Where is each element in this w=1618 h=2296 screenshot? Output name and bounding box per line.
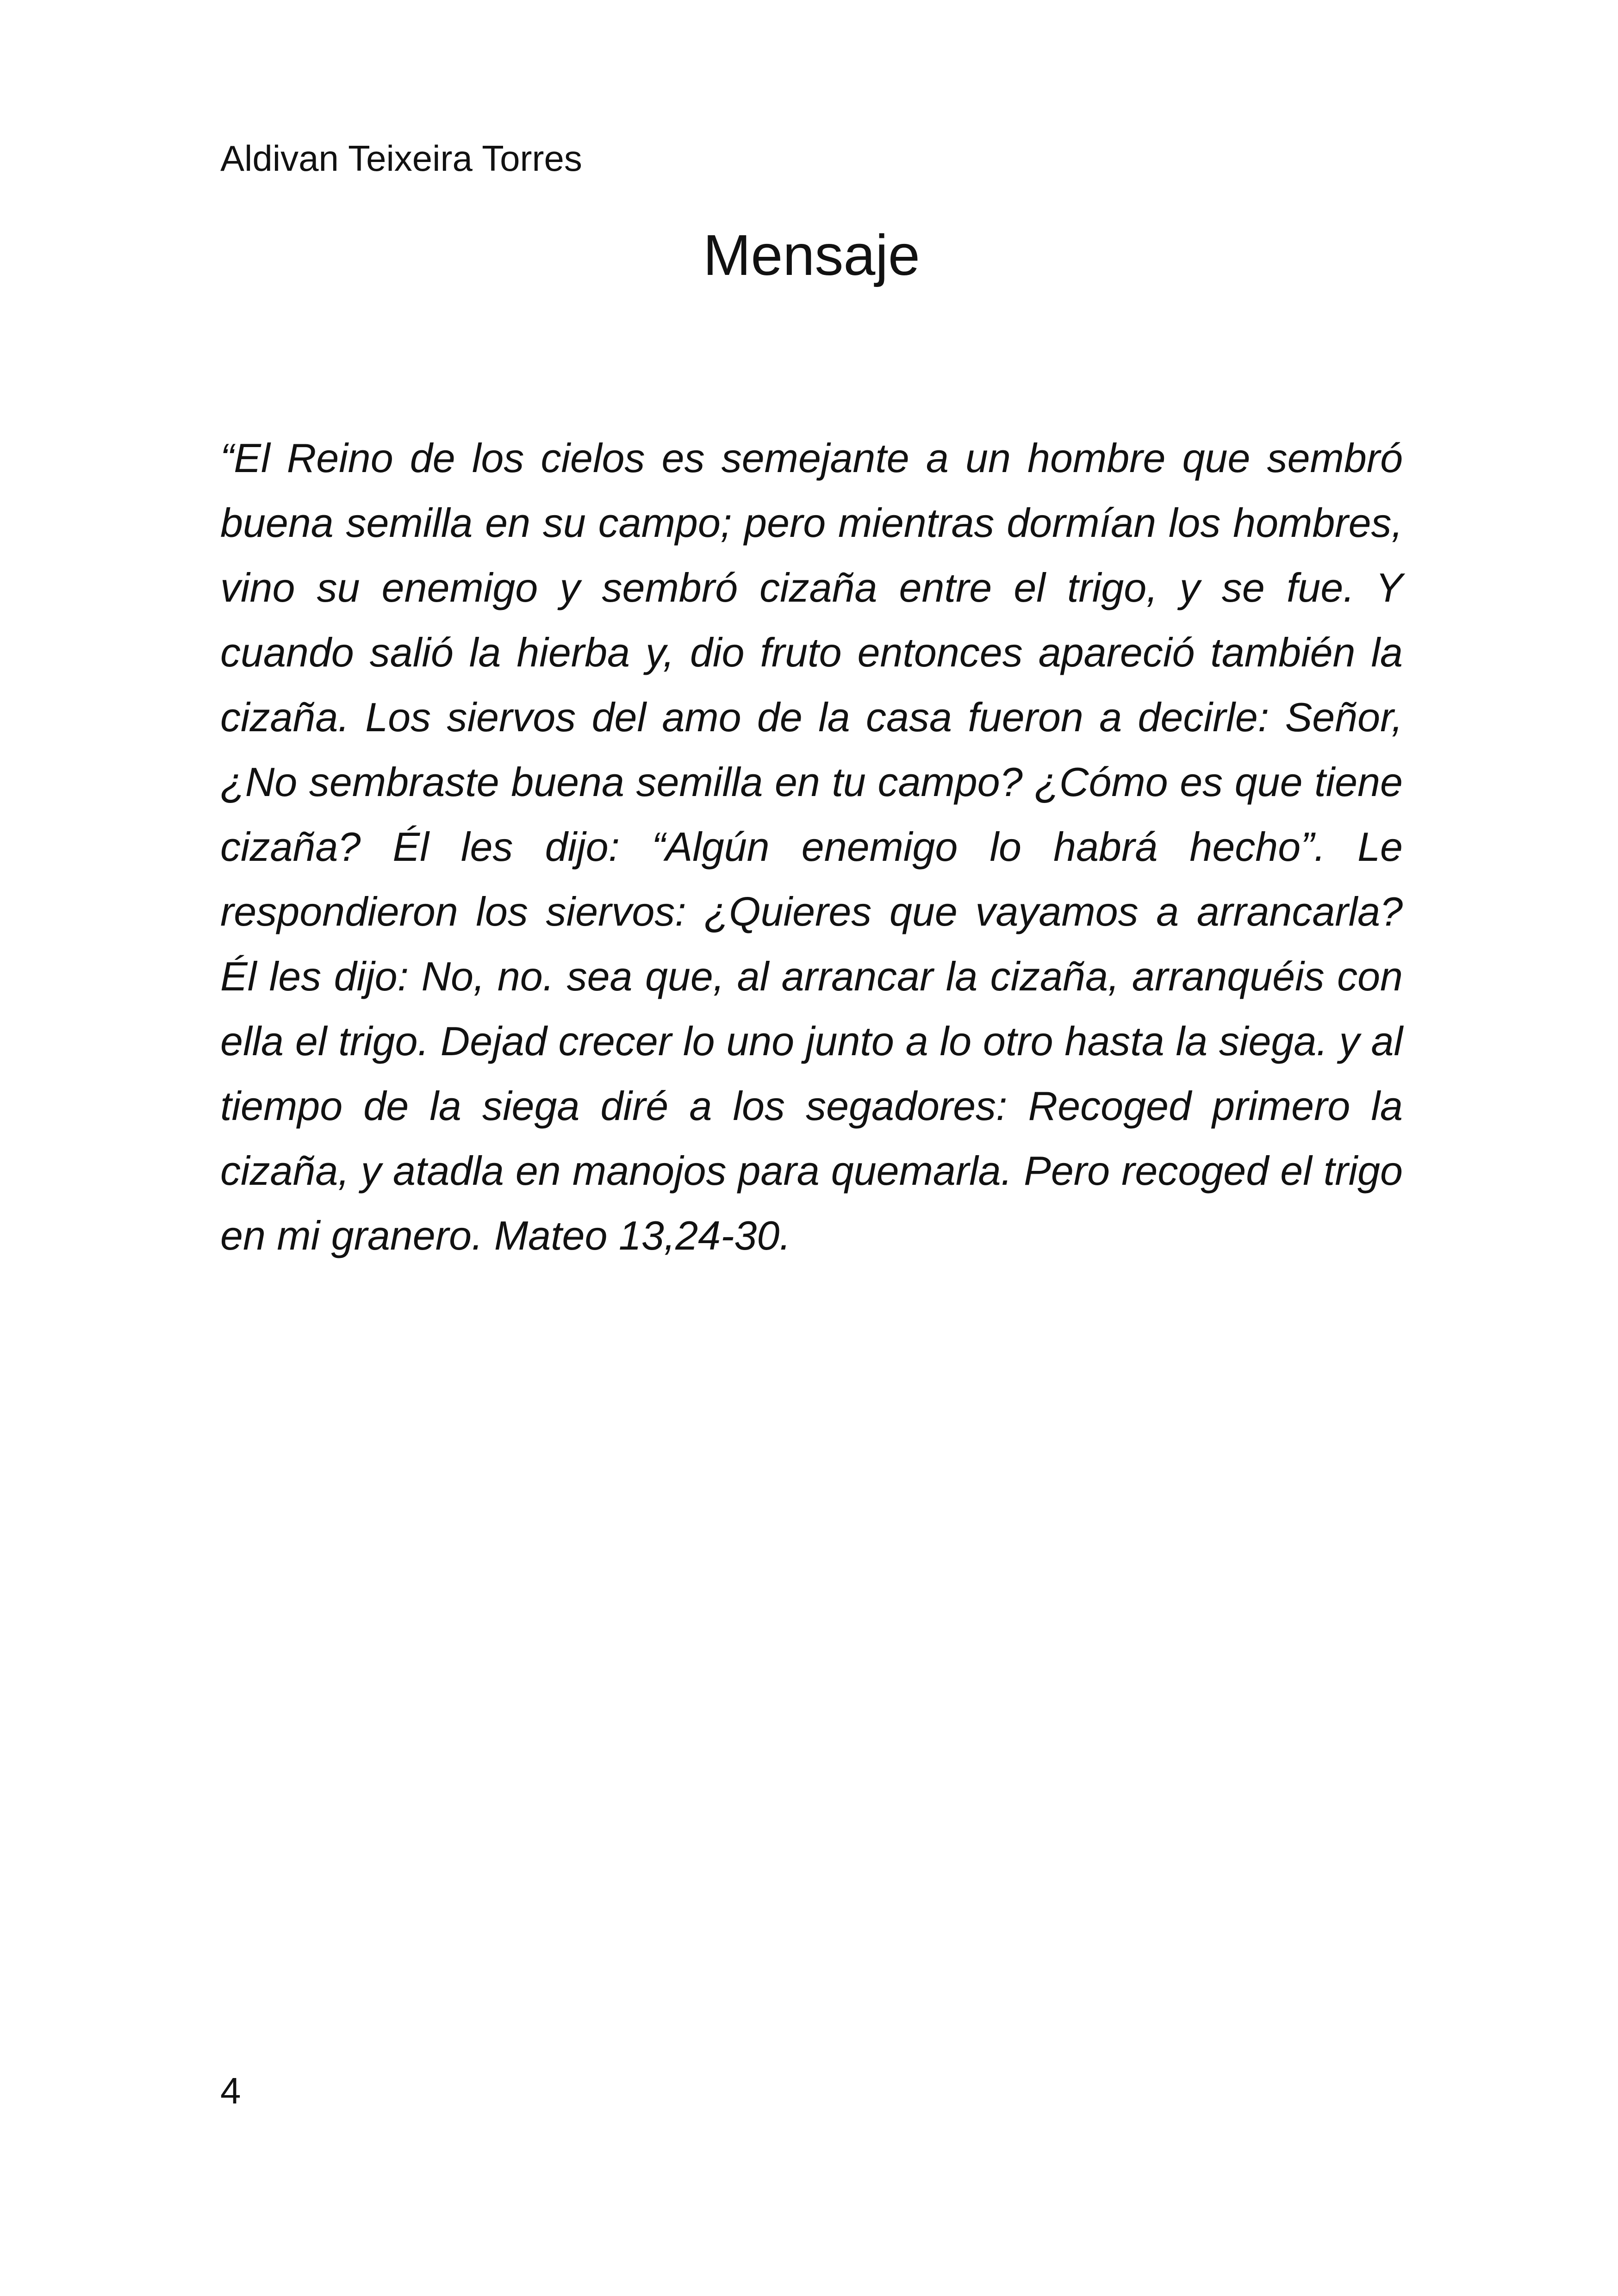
page-title: Mensaje — [703, 224, 920, 287]
quote-paragraph: “El Reino de los cielos es semejante a un hombre que sembró buena semilla en su campo; pero mientras dormían los hombres, vino su enemigo y sembró cizaña entre el trigo, y se fue. Y cuando salió la hierba y, dio fruto entonces apareció también la cizaña. Los siervos del amo de la casa fueron a decirle: Señor, ¿No sembraste buena semilla en tu campo? ¿Cómo es que tiene cizaña? Él les dijo: “Algún enemigo lo habrá hecho”. Le respondieron los siervos: ¿Quieres que vayamos a arrancarla? Él les dijo: No, no. sea que, al arrancar la cizaña, arranquéis con ella el trigo. Dejad crecer lo uno junto a lo otro hasta la siega. y al tiempo de la siega diré a los segadores: Recoged primero la cizaña, y atadla en manojos para quemarla. Pero recoged el trigo en mi granero. Mateo 13,24-30. — [220, 435, 1403, 1258]
page-number: 4 — [220, 2070, 241, 2111]
running-header-author: Aldivan Teixeira Torres — [220, 138, 582, 179]
